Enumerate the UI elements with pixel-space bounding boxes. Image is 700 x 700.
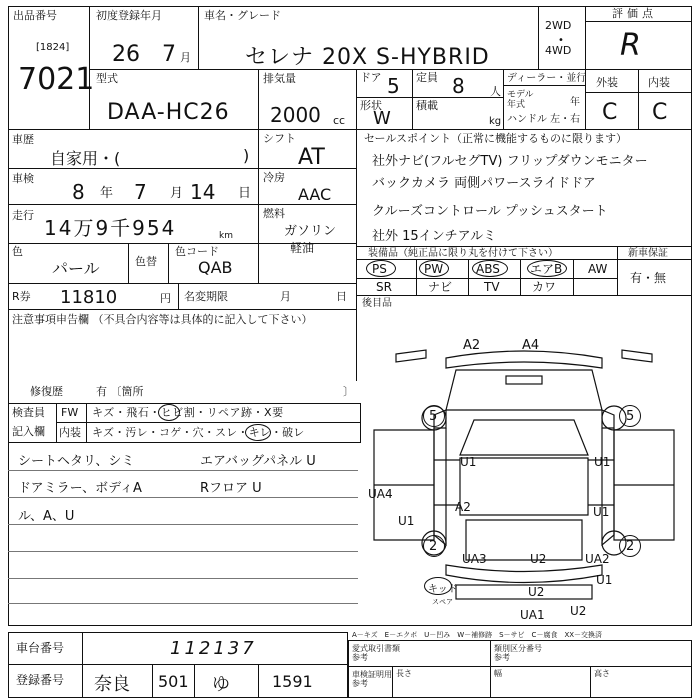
damage-mark: UA1: [520, 608, 545, 622]
capacity-label: 定員: [416, 71, 438, 84]
name-change-month: 月: [280, 290, 291, 303]
damage-mark: 2: [626, 539, 635, 554]
insp-month: 7: [134, 180, 147, 204]
equip-ps: PS: [372, 262, 387, 276]
damage-mark: A4: [522, 338, 540, 353]
wheel-mark: [423, 535, 445, 557]
equip-leather: カワ: [532, 280, 557, 294]
damage-mark: UA3: [462, 552, 487, 566]
cert-ref-label: 車検証明用 参考: [352, 670, 392, 688]
reg-month: 7: [162, 42, 176, 67]
color-change-label: 色替: [135, 255, 157, 268]
color-label: 色: [12, 245, 23, 258]
damage-mark: U2: [530, 552, 547, 566]
equip-airbag: エアB: [530, 262, 563, 276]
int-items: キズ・汚レ・コゲ・穴・スレ・キレ・破レ: [92, 426, 305, 439]
circle-mark: [158, 404, 180, 421]
shift-label: シフト: [263, 132, 296, 145]
equip-pw: PW: [424, 262, 444, 276]
new-warranty-label: 新車保証: [628, 248, 668, 259]
displacement-value: 2000: [270, 103, 321, 127]
repair-label: 修復歴: [30, 385, 63, 398]
plate-class: 501: [158, 672, 189, 691]
doors-label: ドア: [360, 71, 382, 84]
spare-sticker-sub: スペア: [432, 598, 453, 606]
divider: [194, 664, 195, 698]
load-label: 積載: [416, 99, 438, 112]
damage-mark: A2: [463, 338, 481, 353]
model-value: DAA-HC26: [107, 100, 230, 125]
remark-line: [8, 578, 358, 579]
rear-seat-label: 後目品: [362, 298, 392, 309]
car-diagram: [356, 310, 692, 626]
divider: [356, 295, 692, 296]
divider: [128, 243, 129, 283]
divider: [416, 259, 417, 295]
repair-value: 有 〔箇所: [96, 385, 144, 398]
divider: [8, 442, 360, 443]
equip-tv: TV: [484, 280, 500, 294]
int-label: 内装: [59, 426, 81, 439]
divider: [356, 246, 692, 247]
lot-number: 7021: [18, 62, 95, 97]
equip-aw: AW: [588, 262, 608, 276]
color-value: パール: [52, 259, 100, 278]
lot-label: 出品番号: [13, 9, 57, 22]
km-unit: km: [219, 231, 233, 241]
wheel-mark: [619, 405, 641, 427]
circle-airbag: [527, 260, 567, 277]
mileage-label: 走行: [12, 209, 34, 222]
equip-navi: ナビ: [428, 280, 453, 294]
divider: [503, 69, 504, 129]
fuel-value: ガソリン: [284, 224, 337, 239]
recycle-value: 11810: [60, 287, 118, 308]
exterior-label: 外装: [596, 76, 618, 89]
divider: [8, 204, 356, 205]
divider: [520, 259, 521, 295]
recycle-label: R券: [12, 290, 31, 303]
divider: [8, 283, 356, 284]
height-label: 高さ: [594, 669, 610, 678]
divider: [585, 21, 692, 22]
divider: [638, 69, 639, 129]
color-code-value: QAB: [198, 258, 233, 277]
length-label: 長さ: [396, 669, 412, 678]
remark-line: [8, 470, 358, 471]
divider: [573, 259, 574, 295]
damage-mark: UA2: [585, 552, 610, 566]
exterior-grade: C: [602, 100, 618, 125]
wheel-mark: [423, 405, 445, 427]
remark-2: エアバッグパネル U: [200, 454, 316, 469]
divider: [8, 664, 348, 665]
fuel-alt: 軽油: [290, 241, 315, 255]
circle-ps: [366, 260, 396, 277]
circle-mark: [245, 424, 271, 441]
interior-label: 内装: [648, 76, 670, 89]
name-change-day: 日: [336, 290, 347, 303]
divider: [503, 85, 585, 86]
model-year-label: モデル 年式: [507, 90, 534, 110]
capacity-value: 8: [452, 74, 465, 98]
divider: [590, 666, 591, 698]
divider: [258, 664, 259, 698]
spare-sticker: キッド: [428, 584, 458, 595]
divider: [356, 69, 357, 129]
spare-circle: [424, 577, 452, 595]
remark-1: シートヘタリ、シミ: [18, 454, 135, 469]
damage-mark: 2: [429, 539, 438, 554]
selling-line3: クルーズコントロール プッシュスタート: [372, 204, 608, 219]
divider: [56, 403, 57, 443]
fuel-label: 燃料: [263, 207, 285, 220]
divider: [198, 6, 199, 69]
divider: [168, 243, 169, 283]
first-reg-label: 初度登録年月: [96, 9, 162, 22]
divider: [412, 69, 413, 129]
score-value: R: [620, 28, 641, 63]
reg-year: 26: [112, 42, 140, 67]
wheel-mark: [619, 535, 641, 557]
damage-mark: U1: [460, 455, 477, 469]
divider: [8, 129, 692, 130]
selling-line4: 社外 15インチアルミ: [372, 229, 497, 244]
divider: [468, 259, 469, 295]
damage-mark: U1: [398, 514, 415, 528]
chassis-label: 車台番号: [16, 641, 65, 655]
insp-month-unit: 月: [170, 186, 184, 201]
name-grade: セレナ 20X S-HYBRID: [245, 45, 490, 70]
kg-unit: kg: [489, 116, 502, 127]
legend-text: A－キズ E－エクボ U－凹み W－補修跡 S－サビ C－腐食 XX－交換済: [352, 631, 603, 639]
handle-label: ハンドル 左・右: [507, 114, 581, 125]
equip-abs: ABS: [476, 262, 500, 276]
divider: [392, 666, 393, 698]
damage-mark: U1: [594, 455, 611, 469]
divider: [356, 278, 617, 279]
divider: [490, 640, 491, 666]
doors-value: 5: [387, 74, 400, 98]
divider: [258, 129, 259, 283]
name-change-label: 名変期限: [184, 290, 228, 303]
circle-pw: [419, 260, 449, 277]
chassis-value: 112137: [170, 638, 257, 659]
usage-close: ): [243, 146, 250, 165]
usage-value: 自家用・(: [50, 149, 121, 168]
warranty-value: 有・無: [630, 271, 667, 285]
divider: [490, 666, 491, 698]
reg-month-unit: 月: [180, 51, 191, 64]
remark-4: Rフロア U: [200, 481, 262, 496]
model-year-unit: 年: [570, 97, 580, 108]
fw-items: キズ・飛石・ヒビ割・リペア跡・X要: [92, 406, 284, 419]
remark-line: [8, 497, 358, 498]
damage-mark: U1: [596, 573, 613, 587]
remark-line: [8, 551, 358, 552]
shape-value: W: [373, 108, 391, 129]
remark-3: ドアミラー、ボディA: [18, 481, 142, 496]
model-label: 型式: [96, 72, 118, 85]
insp-year: 8: [72, 180, 85, 204]
damage-mark: 5: [429, 409, 438, 424]
insp-day-unit: 日: [238, 186, 252, 201]
notes-title: 注意事項申告欄 （不具合内容等は具体的に記入して下さい）: [12, 313, 313, 326]
equip-sr: SR: [376, 280, 392, 294]
divider: [8, 403, 360, 404]
shift-value: AT: [298, 145, 325, 170]
inspector-label1: 検査員: [12, 406, 45, 419]
divider: [356, 97, 503, 98]
shape-label: 形状: [360, 99, 382, 112]
divider: [178, 283, 179, 309]
plate-region: 奈良: [94, 674, 130, 695]
cooler-label: 冷房: [263, 171, 285, 184]
plate-number: 1591: [272, 672, 313, 691]
divider: [152, 664, 153, 698]
inspector-label2: 記入欄: [12, 425, 45, 438]
repair-close: 〕: [343, 385, 354, 398]
remark-line: [8, 603, 358, 604]
width-label: 幅: [494, 669, 502, 678]
divider: [617, 246, 618, 295]
displacement-label: 排気量: [263, 72, 296, 85]
equipment-title: 装備品（純正品に限り丸を付けて下さい）: [368, 248, 558, 259]
interior-grade: C: [652, 100, 668, 125]
damage-mark: U2: [528, 585, 545, 599]
divider: [348, 666, 692, 667]
divider: [8, 309, 356, 310]
damage-mark: UA4: [368, 487, 393, 501]
color-code-label: 色コード: [175, 245, 219, 258]
damage-mark: A2: [455, 500, 471, 514]
selling-title: セールスポイント（正常に機能するものに限ります）: [364, 132, 628, 145]
divider: [82, 632, 83, 698]
class-ref-label: 類別区分番号 参考: [494, 644, 542, 662]
fw-label: FW: [61, 406, 79, 419]
circle-abs: [472, 260, 508, 277]
damage-mark: U2: [570, 604, 587, 618]
drive-dot: •: [558, 35, 564, 46]
selling-line2: バックカメラ 両側パワースライドドア: [372, 176, 596, 191]
selling-line1: 社外ナビ(フルセグTV) フリップダウンモニター: [372, 154, 648, 169]
person-unit: 人: [490, 85, 501, 98]
seller-ref-label: 愛式取引書類 参考: [352, 644, 400, 662]
divider: [258, 69, 259, 129]
yen-unit: 円: [160, 292, 171, 305]
damage-mark: U1: [593, 505, 610, 519]
score-label: 評価点: [612, 7, 657, 20]
lot-sub: [1824]: [36, 42, 70, 53]
mileage-value: 14万9千954: [44, 216, 177, 240]
divider: [585, 6, 586, 129]
damage-mark: 5: [626, 409, 635, 424]
drive-4wd: 4WD: [545, 44, 572, 57]
drive-2wd: 2WD: [545, 19, 572, 32]
insp-day: 14: [190, 180, 216, 204]
name-grade-label: 車名・グレード: [204, 9, 281, 22]
divider: [86, 403, 87, 443]
cc-unit: cc: [333, 114, 346, 127]
insp-year-unit: 年: [100, 186, 114, 201]
inspection-label: 車検: [12, 172, 34, 185]
cooler-value: AAC: [298, 185, 332, 204]
plate-label: 登録番号: [16, 673, 65, 687]
usage-label: 車歴: [12, 133, 34, 146]
divider: [56, 422, 360, 423]
remark-line: [8, 524, 358, 525]
remark-5: ル、A、U: [18, 509, 75, 524]
dealer-label: ディーラー・並行: [507, 73, 587, 84]
plate-kana: ゆ: [212, 674, 230, 695]
divider: [538, 6, 539, 69]
